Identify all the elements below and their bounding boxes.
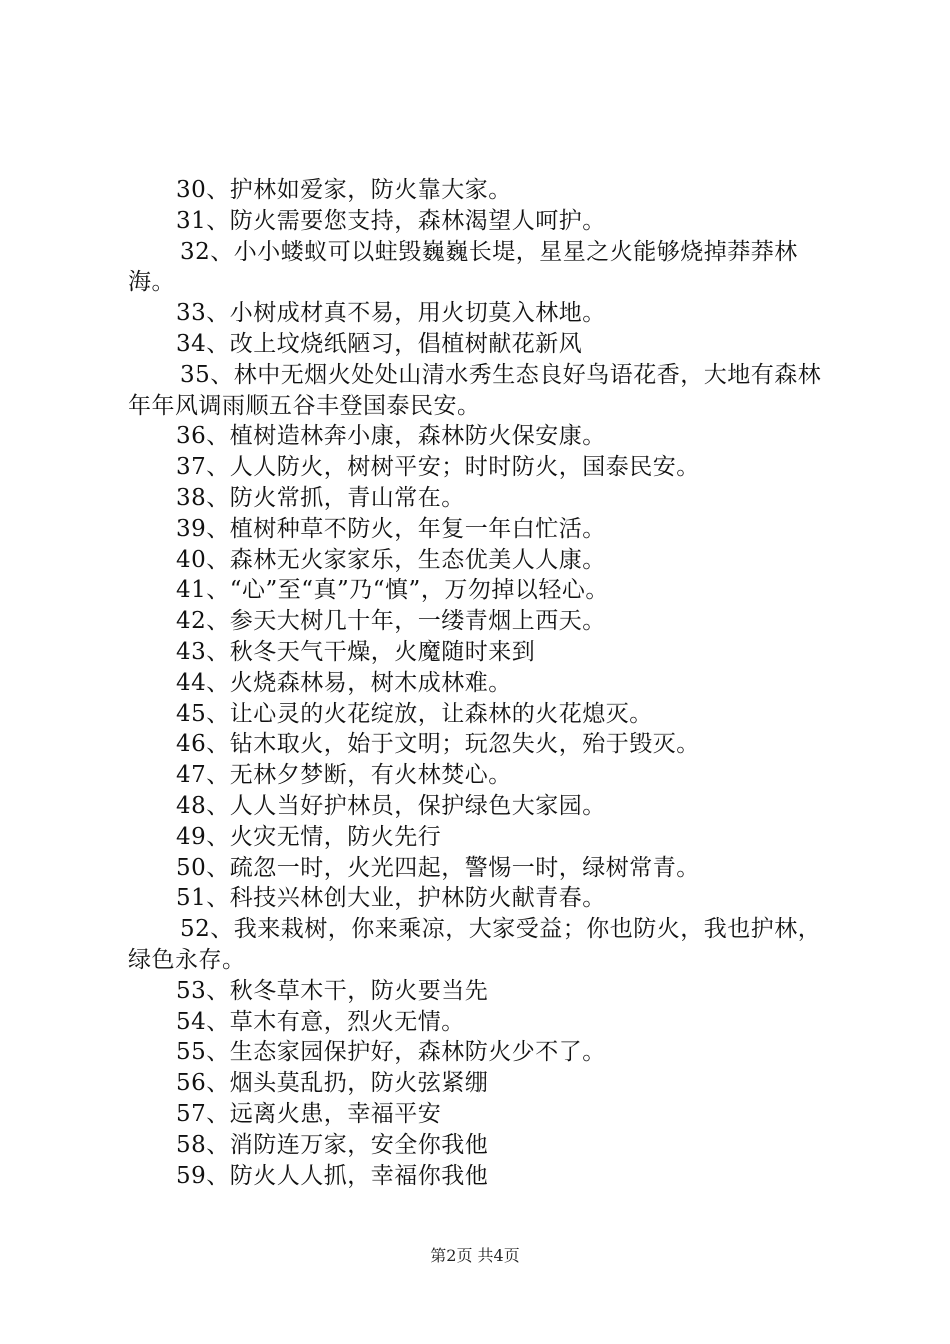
paragraph-39: 39、植树种草不防火，年复一年白忙活。 bbox=[176, 515, 606, 542]
paragraph-40: 40、森林无火家家乐，生态优美人人康。 bbox=[176, 546, 606, 573]
paragraph-47: 47、无林夕梦断，有火林焚心。 bbox=[176, 762, 512, 789]
page-number-footer: 第2页 共4页 bbox=[430, 1246, 520, 1265]
paragraph-56: 56、烟头莫乱扔，防火弦紧绷 bbox=[176, 1070, 489, 1097]
paragraph-34: 34、改上坟烧纸陋习，倡植树献花新风 bbox=[176, 330, 583, 357]
paragraph-35: 35、林中无烟火处处山清水秀生态良好鸟语花香，大地有森林年年风调雨顺五谷丰登国泰民安。 bbox=[128, 361, 822, 419]
paragraph-48: 48、人人当好护林员，保护绿色大家园。 bbox=[176, 792, 606, 819]
paragraph-33: 33、小树成材真不易，用火切莫入林地。 bbox=[176, 300, 606, 327]
paragraph-58: 58、消防连万家，安全你我他 bbox=[176, 1131, 489, 1158]
paragraph-59: 59、防火人人抓，幸福你我他 bbox=[176, 1162, 489, 1189]
paragraph-52: 52、我来栽树，你来乘凉，大家受益；你也防火，我也护林，绿色永存。 bbox=[128, 916, 822, 973]
paragraph-54: 54、草木有意，烈火无情。 bbox=[176, 1008, 465, 1035]
paragraph-55: 55、生态家园保护好，森林防火少不了。 bbox=[176, 1039, 606, 1066]
paragraph-31: 31、防火需要您支持，森林渴望人呵护。 bbox=[176, 207, 606, 234]
paragraph-51: 51、科技兴林创大业，护林防火献青春。 bbox=[176, 885, 606, 912]
paragraph-38: 38、防火常抓，青山常在。 bbox=[176, 484, 465, 511]
paragraph-50: 50、疏忽一时，火光四起，警惕一时，绿树常青。 bbox=[176, 854, 700, 881]
paragraph-36: 36、植树造林奔小康，森林防火保安康。 bbox=[176, 423, 606, 450]
paragraph-57: 57、远离火患，幸福平安 bbox=[176, 1100, 442, 1127]
paragraph-42: 42、参天大树几十年，一缕青烟上西天。 bbox=[176, 608, 606, 635]
paragraph-46: 46、钻木取火，始于文明；玩忽失火，殆于毁灭。 bbox=[176, 731, 700, 758]
document-body bbox=[128, 175, 833, 1191]
paragraph-53: 53、秋冬草木干，防火要当先 bbox=[176, 977, 489, 1004]
paragraph-43: 43、秋冬天气干燥，火魔随时来到 bbox=[176, 638, 536, 665]
paragraph-41: 41、“心”至“真”乃“慎”，万勿掉以轻心。 bbox=[176, 577, 609, 604]
paragraph-49: 49、火灾无情，防火先行 bbox=[176, 823, 442, 850]
paragraph-45: 45、让心灵的火花绽放，让森林的火花熄灭。 bbox=[176, 700, 653, 727]
paragraph-37: 37、人人防火，树树平安；时时防火，国泰民安。 bbox=[176, 454, 700, 481]
paragraph-30: 30、护林如爱家，防火靠大家。 bbox=[176, 177, 512, 203]
paragraph-32: 32、小小蝼蚁可以蛀毁巍巍长堤，星星之火能够烧掉莽莽林海。 bbox=[128, 238, 798, 296]
paragraph-44: 44、火烧森林易，树木成林难。 bbox=[176, 669, 512, 696]
